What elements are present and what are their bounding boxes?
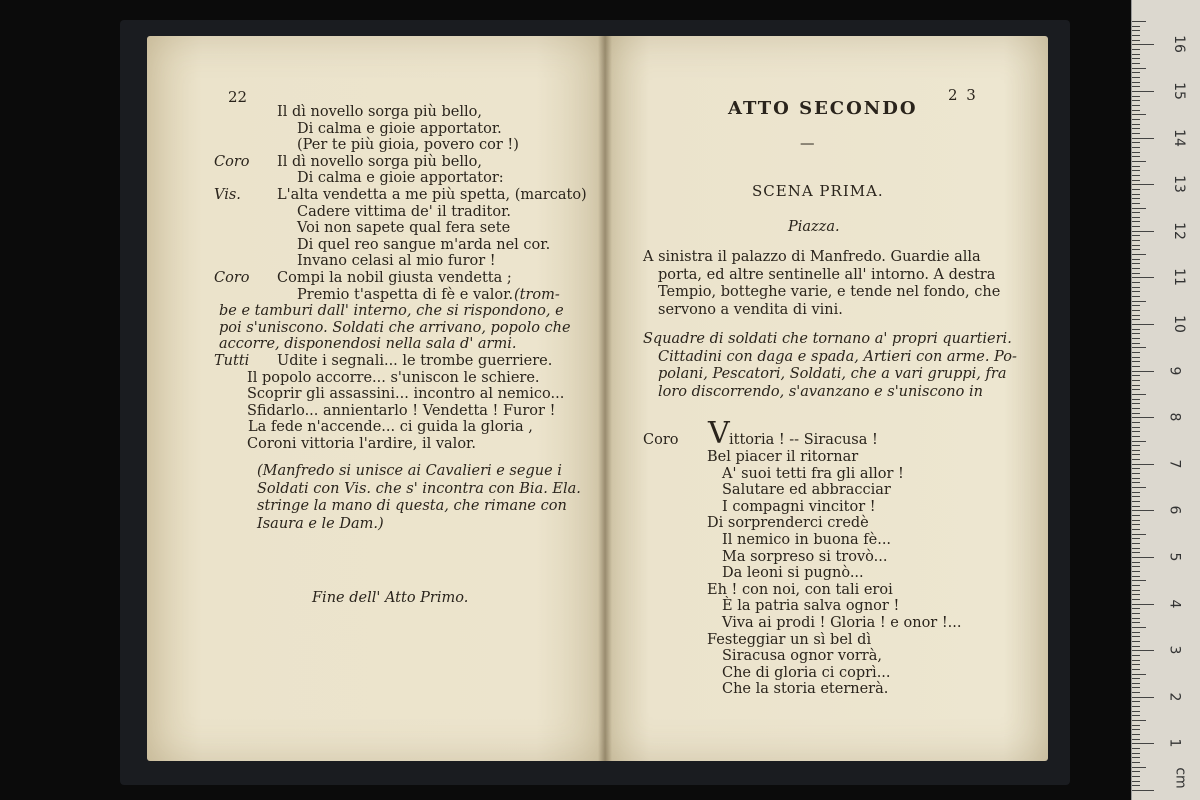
ruler-tick <box>1132 287 1140 288</box>
act-end-footer: Fine dell' Atto Primo. <box>312 590 469 606</box>
ruler-tick <box>1132 781 1140 782</box>
ruler-tick <box>1132 77 1140 78</box>
chorus-line: Ma sorpreso si trovò... <box>722 548 888 565</box>
ruler-tick <box>1132 259 1140 260</box>
scene-description-line: porta, ed altre sentinelle all' intorno. A destra <box>658 266 996 283</box>
stage-direction-line: (Manfredo si unisce ai Cavalieri e segue i <box>257 463 562 479</box>
ruler-tick <box>1132 506 1140 507</box>
ruler-tick <box>1132 96 1140 97</box>
ruler-tick <box>1132 655 1140 656</box>
ruler-tick <box>1132 203 1140 204</box>
ruler-tick <box>1132 329 1140 330</box>
chorus-line: Eh ! con noi, con tali eroi <box>707 581 893 598</box>
ruler-tick <box>1132 776 1140 777</box>
ruler-tick <box>1132 627 1146 628</box>
chorus-line: Bel piacer il ritornar <box>707 449 859 465</box>
ruler-tick <box>1132 660 1140 661</box>
ruler-tick <box>1132 152 1140 153</box>
ruler-tick <box>1132 641 1140 642</box>
ruler-tick <box>1132 124 1140 125</box>
ruler-tick <box>1132 478 1140 479</box>
stage-direction-line: be e tamburi dall' interno, che si rispondono, e <box>219 303 564 320</box>
ruler-tick <box>1132 515 1140 516</box>
drop-cap: V <box>708 416 730 451</box>
chorus-speaker: Coro <box>643 432 679 448</box>
stage-direction-line: poi s'uniscono. Soldati che arrivano, popolo che <box>219 319 571 336</box>
ruler-tick <box>1132 543 1140 544</box>
verse-line: La fede n'accende... ci guida la gloria , <box>248 419 533 436</box>
book-gutter <box>598 36 612 761</box>
ruler-tick <box>1132 785 1140 786</box>
ruler-tick <box>1132 273 1140 274</box>
chorus-line: Di sorprenderci credè <box>707 515 869 532</box>
ruler-tick <box>1132 119 1140 120</box>
ruler-tick <box>1132 166 1140 167</box>
ruler-tick <box>1132 636 1140 637</box>
title-dash: — <box>800 136 815 152</box>
ruler-tick <box>1132 394 1146 395</box>
ruler-tick <box>1132 40 1140 41</box>
measuring-ruler <box>1131 0 1200 800</box>
ruler-tick <box>1132 748 1140 749</box>
ruler-tick <box>1132 352 1140 353</box>
ruler-tick <box>1132 30 1140 31</box>
ruler-tick <box>1132 454 1140 455</box>
stage-direction-line: Cittadini con daga e spada, Artieri con arme. Po- <box>658 348 1017 365</box>
ruler-tick <box>1132 473 1140 474</box>
ruler-tick <box>1132 245 1140 246</box>
ruler-tick <box>1132 562 1140 563</box>
ruler-tick <box>1132 333 1140 334</box>
ruler-tick <box>1132 604 1154 605</box>
ruler-tick <box>1132 413 1140 414</box>
verse-line: Il dì novello sorga più bello, <box>277 104 482 120</box>
ruler-tick <box>1132 459 1140 460</box>
ruler-tick <box>1132 240 1140 241</box>
verse-line: Cadere vittima de' il traditor. <box>297 203 512 220</box>
ruler-tick <box>1132 347 1146 348</box>
speaker-label: Tutti <box>214 353 250 369</box>
ruler-tick <box>1132 608 1140 609</box>
ruler-tick <box>1132 54 1140 55</box>
verse-line: Sfidarlo... annientarlo ! Vendetta ! Furor ! <box>247 402 556 419</box>
ruler-tick <box>1132 147 1140 148</box>
ruler-tick <box>1132 496 1140 497</box>
ruler-tick <box>1132 683 1140 684</box>
ruler-tick <box>1132 175 1140 176</box>
verse-line: Coroni vittoria l'ardire, il valor. <box>247 436 476 452</box>
ruler-tick <box>1132 263 1140 264</box>
scene-setting: Piazza. <box>788 219 840 235</box>
ruler-tick <box>1132 590 1140 591</box>
chorus-line: I compagni vincitor ! <box>722 498 876 515</box>
verse-line: Udite i segnali... le trombe guerriere. <box>277 353 553 369</box>
verse-line: Voi non sapete qual fera sete <box>297 220 511 237</box>
ruler-number: 6 <box>1166 505 1183 515</box>
verse-line: Il popolo accorre... s'uniscon le schiere. <box>247 369 540 386</box>
ruler-tick <box>1132 552 1140 553</box>
ruler-tick <box>1132 618 1140 619</box>
ruler-tick <box>1132 26 1140 27</box>
ruler-tick <box>1132 613 1140 614</box>
chorus-line: A' suoi tetti fra gli allor ! <box>722 465 904 482</box>
ruler-tick <box>1132 441 1146 442</box>
ruler-tick <box>1132 72 1140 73</box>
ruler-tick <box>1132 110 1140 111</box>
ruler-number: 13 <box>1170 175 1187 194</box>
ruler-tick <box>1132 305 1140 306</box>
ruler-tick <box>1132 697 1154 698</box>
ruler-tick <box>1132 692 1140 693</box>
ruler-tick <box>1132 678 1140 679</box>
ruler-tick <box>1132 408 1140 409</box>
ruler-number: 9 <box>1166 366 1183 376</box>
page-number: 22 <box>228 88 248 106</box>
ruler-tick <box>1132 282 1140 283</box>
ruler-tick <box>1132 249 1140 250</box>
ruler-tick <box>1132 375 1140 376</box>
stage-direction-line: Squadre di soldati che tornano a' propri quartieri. <box>643 331 1012 347</box>
ruler-tick <box>1132 729 1140 730</box>
ruler-tick <box>1132 301 1146 302</box>
ruler-tick <box>1132 21 1146 22</box>
ruler-tick <box>1132 664 1140 665</box>
ruler-number: 1 <box>1166 738 1183 748</box>
ruler-tick <box>1132 194 1140 195</box>
ruler-number: 14 <box>1170 128 1187 147</box>
ruler-tick <box>1132 482 1140 483</box>
ruler-tick <box>1132 571 1140 572</box>
ruler-tick <box>1132 63 1140 64</box>
ruler-tick <box>1132 58 1140 59</box>
ruler-tick <box>1132 706 1140 707</box>
ruler-tick <box>1132 184 1154 185</box>
ruler-tick <box>1132 319 1140 320</box>
ruler-tick <box>1132 254 1146 255</box>
verse-line: Invano celasi al mio furor ! <box>297 253 496 270</box>
act-title: ATTO SECONDO <box>728 98 918 119</box>
chorus-line: Il nemico in buona fè... <box>722 532 892 548</box>
page-number: 2 3 <box>948 86 978 104</box>
ruler-tick <box>1132 82 1140 83</box>
speaker-label: Coro <box>214 270 250 286</box>
ruler-tick <box>1132 725 1140 726</box>
ruler-tick <box>1132 86 1140 87</box>
ruler-tick <box>1132 180 1140 181</box>
verse-line: Premio t'aspetta di fè e valor. <box>297 286 514 303</box>
verse-line: L'alta vendetta a me più spetta, (marcato) <box>277 187 587 203</box>
ruler-tick <box>1132 757 1140 758</box>
ruler-tick <box>1132 566 1140 567</box>
ruler-tick <box>1132 720 1146 721</box>
ruler-number: 15 <box>1170 82 1187 100</box>
chorus-line: Da leoni si pugnò... <box>722 565 864 582</box>
chorus-line: Festeggiar un sì bel dì <box>707 631 872 648</box>
ruler-tick <box>1132 68 1146 69</box>
ruler-tick <box>1132 338 1140 339</box>
ruler-tick <box>1132 548 1140 549</box>
ruler-tick <box>1132 49 1140 50</box>
ruler-tick <box>1132 189 1140 190</box>
ruler-tick <box>1132 315 1140 316</box>
ruler-tick <box>1132 217 1140 218</box>
stage-direction-line: accorre, disponendosi nella sala d' armi. <box>219 336 517 353</box>
ruler-tick <box>1132 711 1140 712</box>
ruler-unit: cm <box>1172 767 1189 789</box>
speaker-label: Coro <box>214 153 250 170</box>
ruler-tick <box>1132 128 1140 129</box>
ruler-tick <box>1132 767 1146 768</box>
ruler-tick <box>1132 585 1140 586</box>
verse-line: Di calma e gioie apportator: <box>297 170 504 187</box>
ruler-tick <box>1132 468 1140 469</box>
ruler-tick <box>1132 142 1140 143</box>
ruler-number: 5 <box>1166 552 1183 562</box>
ruler-tick <box>1132 520 1140 521</box>
ruler-tick <box>1132 231 1154 232</box>
ruler-tick <box>1132 510 1154 511</box>
ruler-tick <box>1132 138 1154 139</box>
ruler-number: 2 <box>1166 692 1183 702</box>
chorus-line: Che di gloria ci coprì... <box>722 664 891 681</box>
ruler-tick <box>1132 674 1146 675</box>
stage-direction-line: Isaura e le Dam.) <box>257 515 384 532</box>
ruler-tick <box>1132 268 1140 269</box>
verse-line: Il dì novello sorga più bello, <box>277 153 482 170</box>
stage-direction-line: stringe la mano di questa, che rimane con <box>257 498 567 514</box>
ruler-tick <box>1132 431 1140 432</box>
scene-description-line: Tempio, botteghe varie, e tende nel fondo, che <box>658 284 1001 300</box>
chorus-first-line: ittoria ! -- Siracusa ! <box>729 432 878 448</box>
ruler-tick <box>1132 632 1140 633</box>
stage-direction-line: polani, Pescatori, Soldati, che a vari gruppi, fra <box>658 366 1007 382</box>
ruler-tick <box>1132 594 1140 595</box>
ruler-tick <box>1132 399 1140 400</box>
ruler-tick <box>1132 226 1140 227</box>
stage-direction-line: Soldati con Vis. che s' incontra con Bia. Ela. <box>257 480 581 497</box>
ruler-tick <box>1132 114 1146 115</box>
ruler-tick <box>1132 743 1154 744</box>
ruler-tick <box>1132 464 1154 465</box>
ruler-tick <box>1132 277 1154 278</box>
ruler-tick <box>1132 739 1140 740</box>
ruler-tick <box>1132 156 1140 157</box>
ruler-tick <box>1132 389 1140 390</box>
ruler-tick <box>1132 524 1140 525</box>
chorus-line: Che la storia eternerà. <box>722 681 889 698</box>
ruler-tick <box>1132 91 1154 92</box>
scene-title: SCENA PRIMA. <box>752 182 884 200</box>
ruler-tick <box>1132 366 1140 367</box>
ruler-tick <box>1132 427 1140 428</box>
ruler-tick <box>1132 221 1140 222</box>
verse-line: (Per te più gioia, povero cor !) <box>297 137 519 154</box>
ruler-tick <box>1132 436 1140 437</box>
ruler-number: 10 <box>1170 315 1187 333</box>
ruler-tick <box>1132 622 1140 623</box>
ruler-tick <box>1132 450 1140 451</box>
ruler-tick <box>1132 701 1140 702</box>
ruler-tick <box>1132 385 1140 386</box>
ruler-number: 16 <box>1170 35 1187 54</box>
ruler-tick <box>1132 687 1140 688</box>
ruler-tick <box>1132 715 1140 716</box>
ruler-tick <box>1132 361 1140 362</box>
ruler-tick <box>1132 296 1140 297</box>
ruler-tick <box>1132 170 1140 171</box>
ruler-tick <box>1132 357 1140 358</box>
ruler-tick <box>1132 198 1140 199</box>
ruler-number: 8 <box>1166 412 1183 422</box>
ruler-tick <box>1132 580 1146 581</box>
chorus-line: È la patria salva ognor ! <box>722 598 900 615</box>
ruler-tick <box>1132 100 1140 101</box>
ruler-tick <box>1132 487 1146 488</box>
ruler-tick <box>1132 762 1140 763</box>
ruler-number: 12 <box>1170 221 1187 240</box>
ruler-tick <box>1132 557 1154 558</box>
ruler-tick <box>1132 343 1140 344</box>
ruler-tick <box>1132 771 1140 772</box>
chorus-line: Salutare ed abbracciar <box>722 482 891 499</box>
ruler-tick <box>1132 576 1140 577</box>
ruler-tick <box>1132 371 1154 372</box>
ruler-tick <box>1132 669 1140 670</box>
chorus-line: Siracusa ognor vorrà, <box>722 648 882 665</box>
ruler-tick <box>1132 445 1140 446</box>
ruler-tick <box>1132 650 1154 651</box>
chorus-line: Viva ai prodi ! Gloria ! e onor !... <box>722 615 962 631</box>
ruler-tick <box>1132 529 1140 530</box>
scene-description-line: A sinistra il palazzo di Manfredo. Guardie alla <box>643 249 981 265</box>
ruler-tick <box>1132 133 1140 134</box>
verse-line: Di calma e gioie apportator. <box>297 120 502 137</box>
verse-line: Compi la nobil giusta vendetta ; <box>277 270 512 286</box>
ruler-tick <box>1132 161 1146 162</box>
ruler-tick <box>1132 417 1154 418</box>
ruler-tick <box>1132 208 1146 209</box>
ruler-tick <box>1132 538 1140 539</box>
inline-direction: (trom- <box>514 286 560 303</box>
ruler-number: 11 <box>1170 268 1187 287</box>
ruler-tick <box>1132 105 1140 106</box>
ruler-tick <box>1132 35 1140 36</box>
stage-direction-line: loro discorrendo, s'avanzano e s'uniscono in <box>658 383 983 400</box>
verse-line: Scoprir gli assassini... incontro al nemico... <box>247 386 565 403</box>
verse-line: Di quel reo sangue m'arda nel cor. <box>297 236 551 253</box>
scene-description-line: servono a vendita di vini. <box>658 301 843 318</box>
ruler-number: 4 <box>1166 599 1183 609</box>
ruler-tick <box>1132 403 1140 404</box>
ruler-number: 3 <box>1166 645 1183 655</box>
ruler-number: 7 <box>1166 459 1183 469</box>
ruler-tick <box>1132 235 1140 236</box>
ruler-tick <box>1132 534 1146 535</box>
ruler-tick <box>1132 501 1140 502</box>
ruler-tick <box>1132 599 1140 600</box>
ruler-tick <box>1132 44 1154 45</box>
ruler-tick <box>1132 212 1140 213</box>
ruler-tick <box>1132 790 1154 791</box>
ruler-tick <box>1132 753 1140 754</box>
ruler-tick <box>1132 380 1140 381</box>
ruler-tick <box>1132 492 1140 493</box>
ruler-tick <box>1132 324 1154 325</box>
ruler-tick <box>1132 291 1140 292</box>
ruler-tick <box>1132 422 1140 423</box>
ruler-tick <box>1132 734 1140 735</box>
speaker-label: Vis. <box>214 187 241 203</box>
ruler-tick <box>1132 310 1140 311</box>
ruler-tick <box>1132 646 1140 647</box>
